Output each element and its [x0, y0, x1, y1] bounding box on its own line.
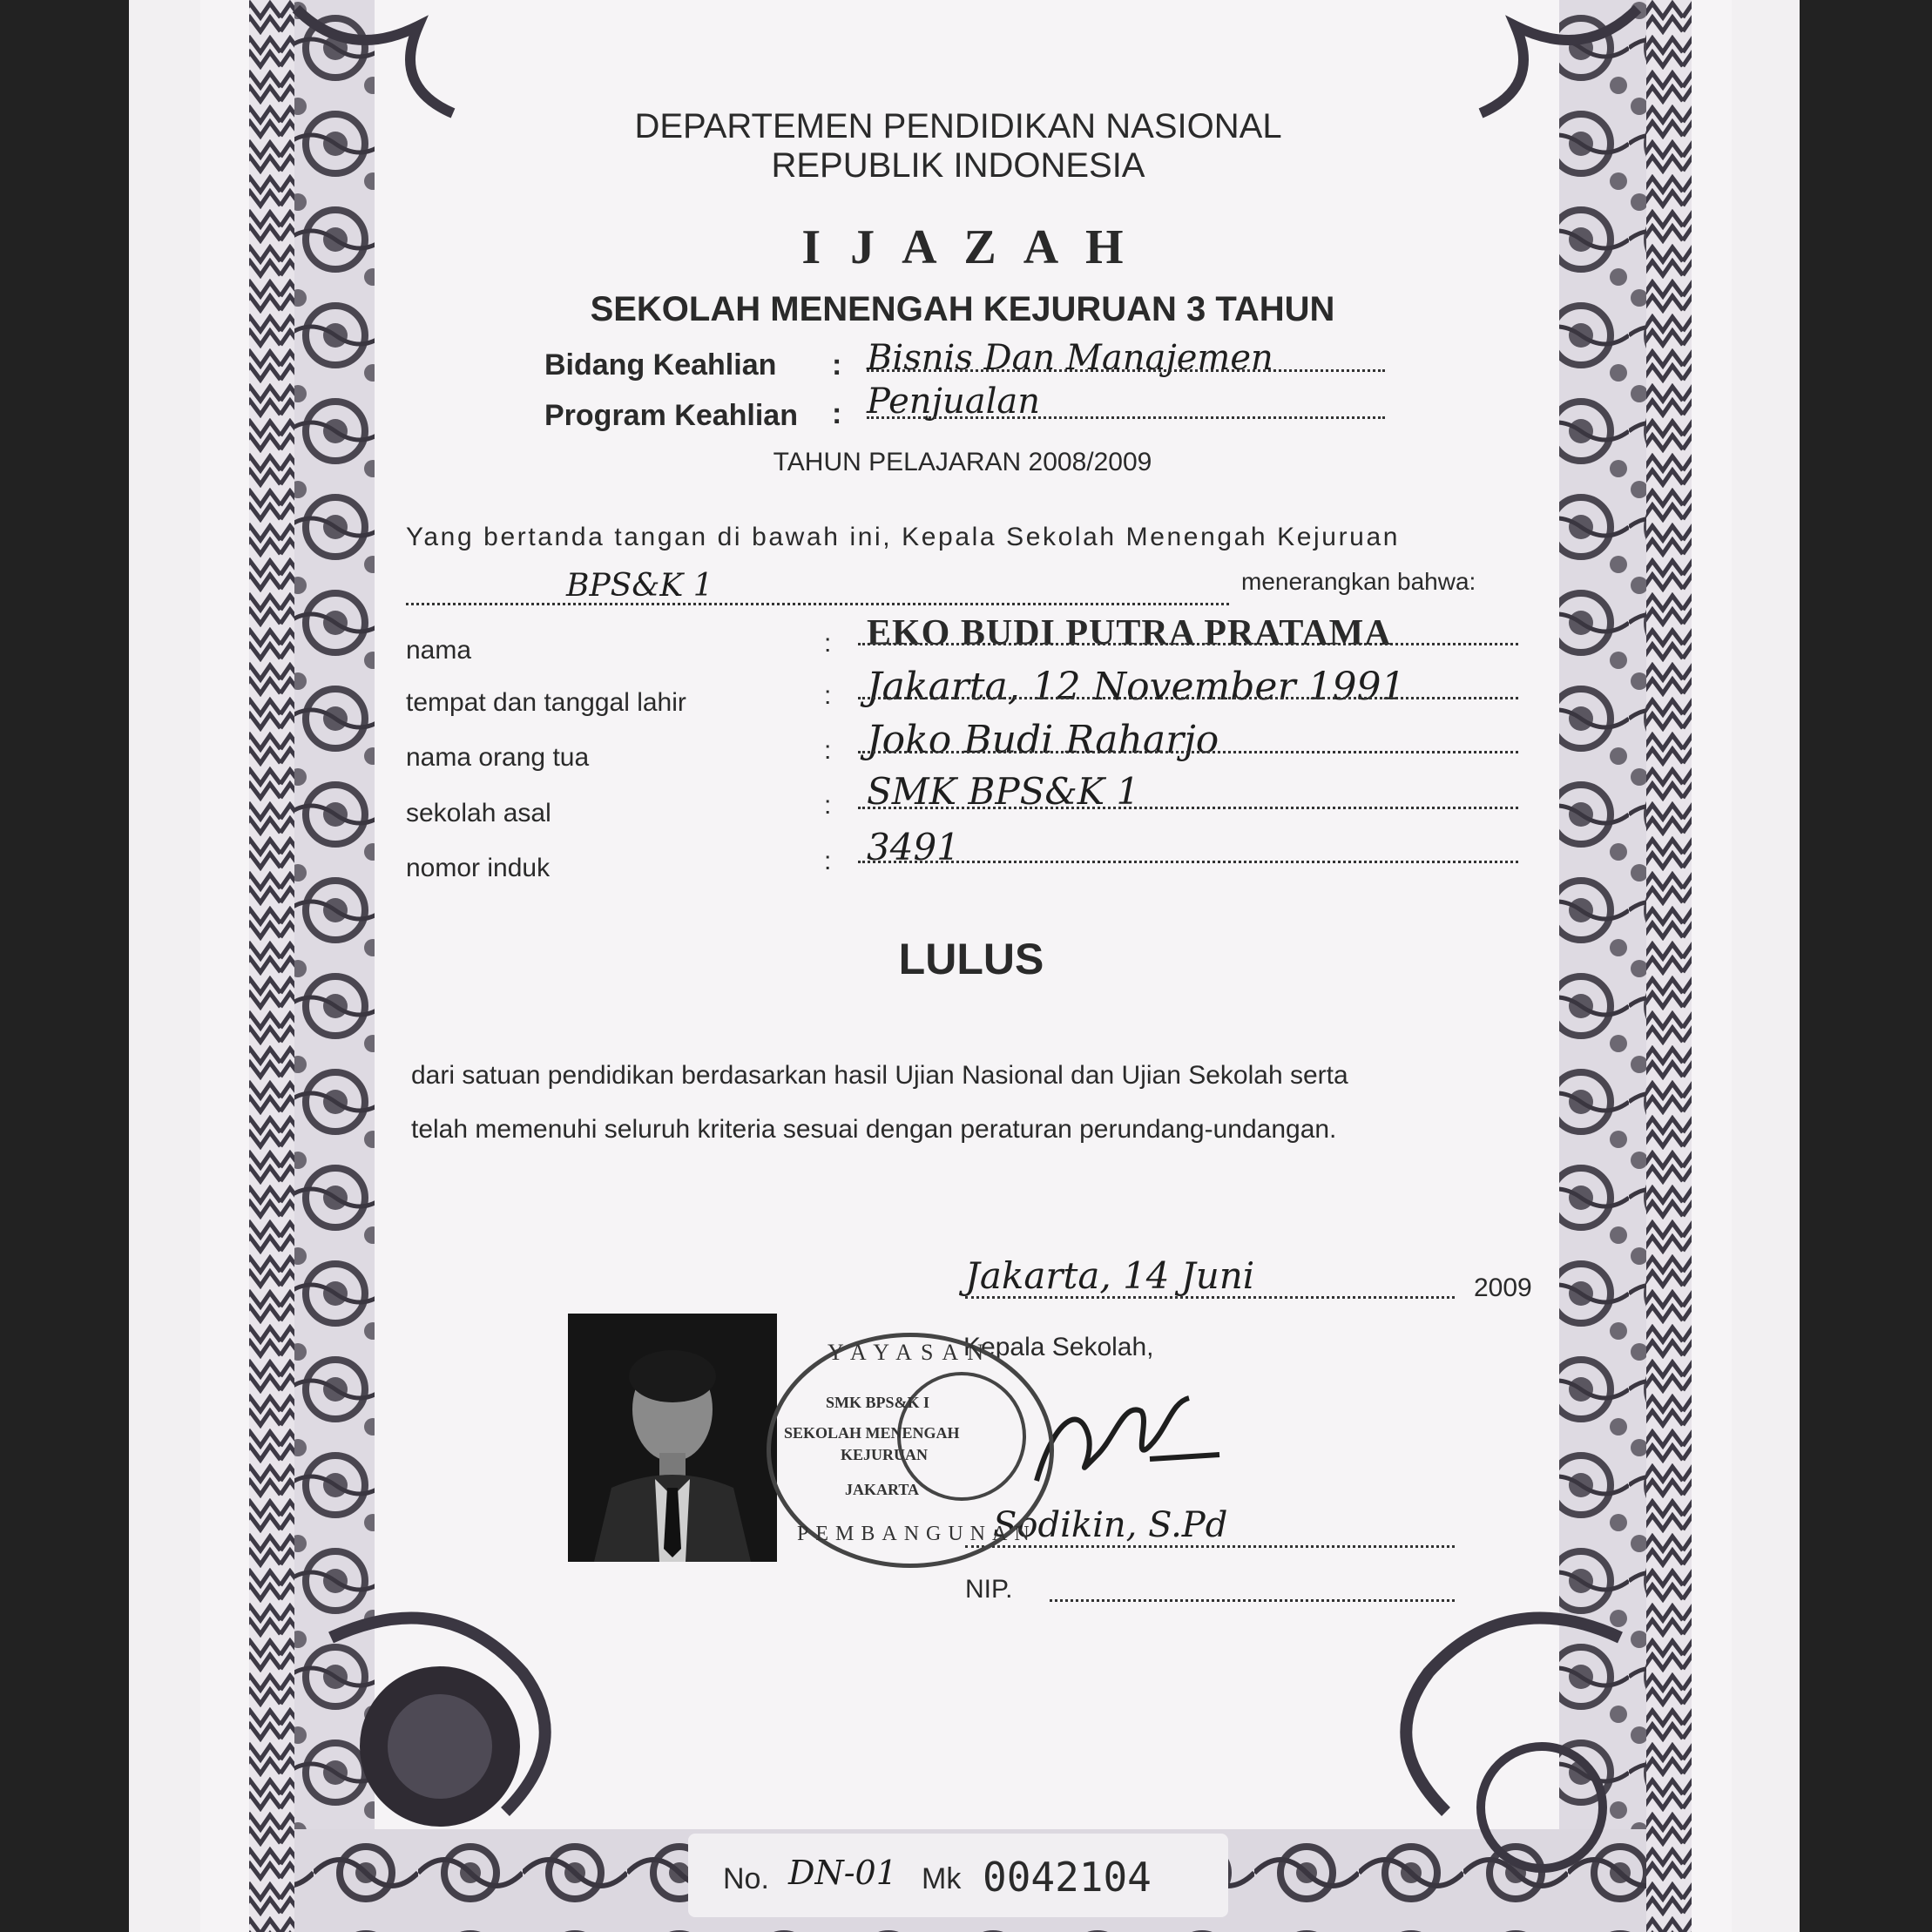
ministry-line-1: DEPARTEMEN PENDIDIKAN NASIONAL [634, 107, 1282, 145]
intro-text: Yang bertanda tangan di bawah ini, Kepala Sekolah Menengah Kejuruan [406, 523, 1401, 551]
date-dotted-line [965, 1296, 1455, 1299]
signer-dotted-line [965, 1545, 1455, 1548]
nip-dotted-line [1050, 1599, 1455, 1602]
student-number-value: 3491 [867, 826, 960, 868]
field-colon: : [832, 348, 842, 382]
origin-school-colon: : [824, 791, 832, 820]
birth-value: Jakarta, 12 November 1991 [867, 665, 1406, 709]
program-dotted-line [867, 416, 1385, 419]
stamp-top-text: YAYASAN [828, 1340, 992, 1365]
stamp-bottom-text: PEMBANGUNAN [797, 1523, 1037, 1545]
stamp-line-4: JAKARTA [845, 1481, 920, 1498]
serial-number: 0042104 [983, 1854, 1152, 1901]
name-dotted-line [858, 643, 1518, 645]
program-label: Program Keahlian [544, 399, 798, 432]
birth-label: tempat dan tanggal lahir [406, 688, 686, 717]
stamp-line-2: SEKOLAH MENENGAH [784, 1424, 960, 1442]
signing-year: 2009 [1474, 1273, 1532, 1302]
stamp-line-3: KEJURUAN [841, 1446, 929, 1463]
graduation-status: LULUS [898, 935, 1044, 983]
signing-place-date: Jakarta, 14 Juni [965, 1254, 1255, 1297]
field-value: Bisnis Dan Manajemen [867, 338, 1273, 378]
program-value: Penjualan [867, 382, 1040, 422]
name-value: EKO BUDI PUTRA PRATAMA [867, 613, 1392, 653]
serial-code: Mk [922, 1862, 962, 1895]
school-value: BPS&K 1 [566, 568, 713, 604]
intro-continuation: menerangkan bahwa: [1241, 568, 1476, 595]
name-colon: : [824, 629, 832, 658]
academic-year: TAHUN PELAJARAN 2008/2009 [773, 448, 1152, 476]
statement-line-1: dari satuan pendidikan berdasarkan hasil Ujian Nasional dan Ujian Sekolah serta [411, 1061, 1348, 1090]
school-type-heading: SEKOLAH MENENGAH KEJURUAN 3 TAHUN [590, 290, 1335, 328]
student-photo [568, 1314, 777, 1562]
field-dotted-line [867, 369, 1385, 372]
signer-role: Kepala Sekolah, [963, 1333, 1154, 1361]
birth-colon: : [824, 681, 832, 710]
statement-line-2: telah memenuhi seluruh kriteria sesuai dengan peraturan perundang-undangan. [411, 1115, 1337, 1144]
origin-school-value: SMK BPS&K 1 [867, 770, 1140, 813]
serial-handwritten: DN-01 [788, 1854, 897, 1892]
ministry-line-2: REPUBLIK INDONESIA [771, 146, 1145, 185]
student-number-dotted-line [858, 861, 1518, 863]
name-label: nama [406, 636, 472, 665]
parent-colon: : [824, 736, 832, 765]
serial-prefix: No. [723, 1862, 769, 1895]
student-number-colon: : [824, 847, 832, 875]
origin-school-label: sekolah asal [406, 799, 551, 828]
origin-school-dotted-line [858, 807, 1518, 809]
student-number-label: nomor induk [406, 854, 551, 882]
birth-dotted-line [858, 697, 1518, 699]
school-dotted-line [406, 603, 1229, 605]
parent-dotted-line [858, 751, 1518, 753]
program-colon: : [832, 397, 842, 430]
document-title: I J A Z A H [801, 220, 1132, 274]
nip-label: NIP. [965, 1575, 1013, 1604]
field-label: Bidang Keahlian [544, 348, 777, 382]
stamp-line-1: SMK BPS&K I [826, 1394, 930, 1411]
parent-label: nama orang tua [406, 743, 590, 772]
signer-name: Sodikin, S.Pd [993, 1505, 1228, 1545]
parent-value: Joko Budi Raharjo [867, 718, 1219, 762]
